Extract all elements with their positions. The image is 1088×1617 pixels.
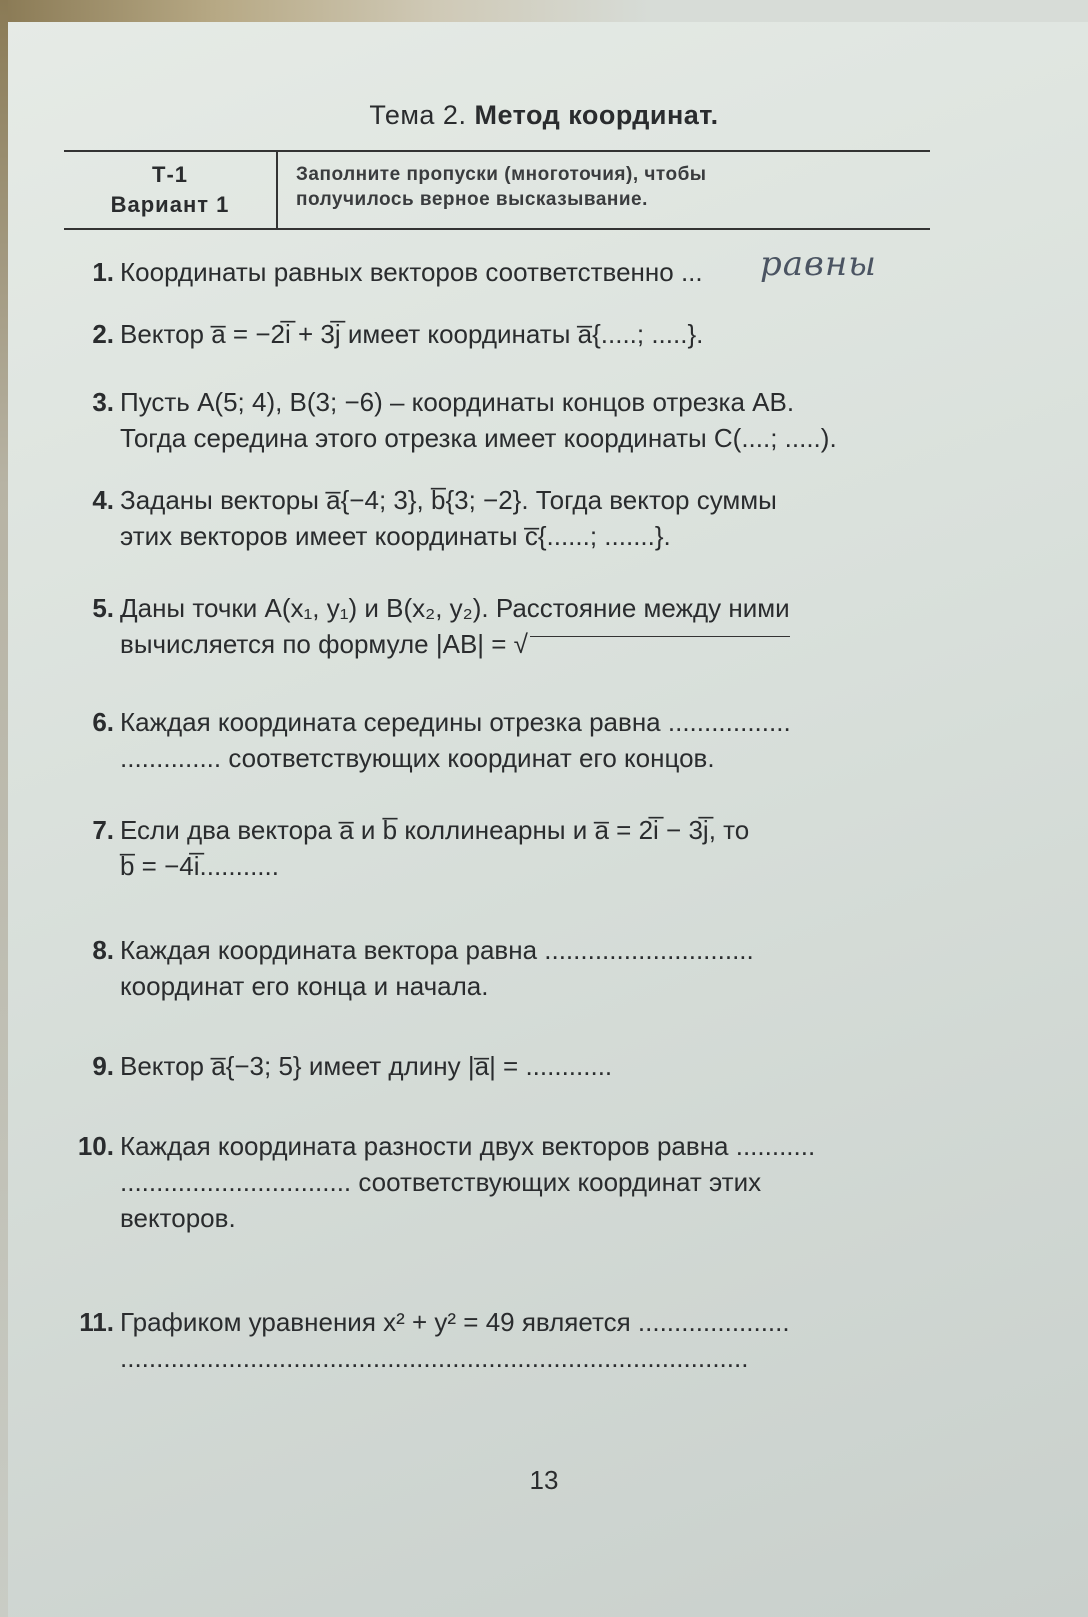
question-3 xyxy=(70,384,1000,456)
question-1 xyxy=(70,254,1000,290)
question-10 xyxy=(70,1128,1000,1236)
background-edge-left xyxy=(0,0,8,1617)
variant-cell xyxy=(64,152,278,228)
question-text: Графиком уравнения x² + y² = 49 является ..................... xyxy=(120,1307,790,1337)
question-text: Вектор a̅{−3; 5} имеет длину |a̅| = ............ xyxy=(120,1051,613,1081)
sqrt-bar xyxy=(530,636,790,657)
question-text-cont: b̅ = −4i̅........... xyxy=(120,851,279,881)
task-header xyxy=(64,150,930,230)
question-6 xyxy=(70,704,1000,776)
question-number: 11. xyxy=(79,1307,114,1337)
instruction-line-1: Заполните пропуски (многоточия), чтобы xyxy=(296,164,707,185)
question-text-cont: Тогда середина этого отрезка имеет координаты C(....; .....). xyxy=(120,423,837,453)
question-9 xyxy=(70,1048,1000,1084)
question-text: Каждая координата вектора равна ............................. xyxy=(120,935,754,965)
topic-label: Тема 2. xyxy=(369,100,467,130)
page-title xyxy=(0,100,1088,131)
question-text-cont: .............. соответствующих координат его концов. xyxy=(120,743,715,773)
question-text: Каждая координата разности двух векторов равна ........... xyxy=(120,1131,816,1161)
question-text: Пусть A(5; 4), B(3; −6) – координаты концов отрезка AB. xyxy=(120,387,795,417)
question-number: 2. xyxy=(92,319,114,349)
question-11 xyxy=(70,1304,1000,1376)
question-number: 10. xyxy=(77,1131,114,1161)
question-text-cont-2: векторов. xyxy=(120,1203,236,1233)
instruction-cell xyxy=(296,162,916,212)
question-text-cont: ....................................................................................... xyxy=(120,1343,749,1373)
question-text: Вектор a̅ = −2i̅ + 3j̅ имеет координаты a̅{.....; .....}. xyxy=(120,319,704,349)
question-text: Даны точки A(x₁, y₁) и B(x₂, y₂). Расстояние между ними xyxy=(120,593,790,623)
question-8 xyxy=(70,932,1000,1004)
page-number: 13 xyxy=(529,1465,559,1495)
variant-label: Вариант 1 xyxy=(110,192,230,217)
instruction-line-2: получилось верное высказывание. xyxy=(296,189,648,210)
question-number: 1. xyxy=(92,257,114,287)
question-number: 8. xyxy=(92,935,114,965)
handwritten-answer: равны xyxy=(760,244,877,284)
question-number: 7. xyxy=(92,815,114,845)
question-number: 5. xyxy=(92,593,114,623)
question-7 xyxy=(70,812,1000,884)
question-number: 3. xyxy=(92,387,114,417)
question-text: Если два вектора a̅ и b̅ коллинеарны и a̅ = 2i̅ − 3j̅, то xyxy=(120,815,750,845)
question-text-cont: ................................ соответствующих координат этих xyxy=(120,1167,762,1197)
background-edge xyxy=(0,0,1088,22)
question-5 xyxy=(70,590,1000,662)
question-2 xyxy=(70,316,1000,352)
question-text-cont: вычисляется по формуле |AB| = √ xyxy=(120,629,528,659)
question-text: Координаты равных векторов соответственно ... xyxy=(120,257,703,287)
question-text-cont: этих векторов имеет координаты c̅{......; .......}. xyxy=(120,521,671,551)
question-number: 9. xyxy=(92,1051,114,1081)
question-text: Каждая координата середины отрезка равна ................. xyxy=(120,707,791,737)
question-text-cont: координат его конца и начала. xyxy=(120,971,489,1001)
question-number: 4. xyxy=(92,485,114,515)
question-number: 6. xyxy=(92,707,114,737)
question-text: Заданы векторы a̅{−4; 3}, b̅{3; −2}. Тогда вектор суммы xyxy=(120,485,777,515)
topic-name: Метод координат. xyxy=(474,100,719,130)
question-4 xyxy=(70,482,1000,554)
task-code: Т-1 xyxy=(152,162,188,187)
